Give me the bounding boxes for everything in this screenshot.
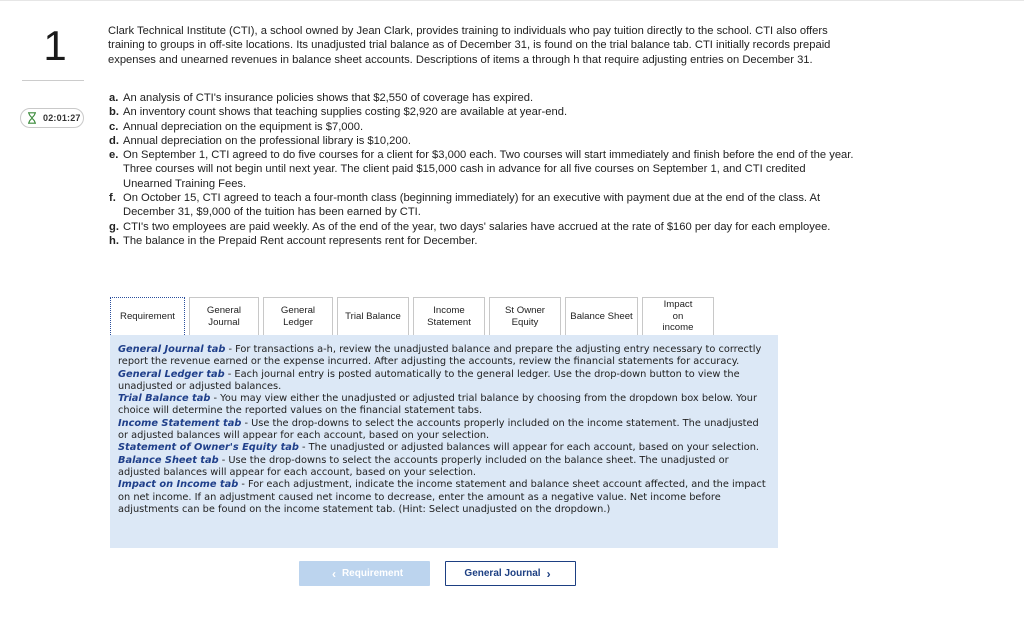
question-number-divider	[22, 80, 84, 81]
list-item	[109, 105, 854, 119]
instruction-heading: Balance Sheet tab	[118, 454, 219, 466]
instruction-heading: General Ledger tab	[118, 368, 225, 380]
instruction-paragraph	[118, 442, 770, 454]
item-letter: d.	[109, 134, 119, 147]
item-text: On September 1, CTI agreed to do five courses for a client for $3,000 each. Two courses will start immediately and finish before the end of the year. Three courses will not begin until next year. The client paid $15,000 cash in advance for all five courses on September 1, and CTI credited Unearned Training Fees.	[123, 149, 854, 190]
item-letter: h.	[109, 234, 119, 247]
question-number: 1	[43, 22, 67, 69]
next-button-label: General Journal	[464, 568, 541, 579]
instruction-text: - Each journal entry is posted automatically to the general ledger. Use the drop-down button to view the unadjusted or adjusted balances.	[118, 368, 740, 392]
item-letter: a.	[109, 92, 119, 104]
item-letter: e.	[109, 149, 119, 162]
instruction-paragraph	[118, 455, 770, 480]
list-item	[109, 134, 854, 148]
requirement-panel	[110, 335, 778, 548]
previous-button[interactable]	[299, 561, 430, 586]
timer-value: 02:01:27	[43, 113, 81, 123]
instruction-heading: Statement of Owner's Equity tab	[118, 442, 299, 454]
list-item	[109, 234, 854, 248]
next-button[interactable]	[445, 561, 576, 586]
item-text: On October 15, CTI agreed to teach a four-month class (beginning immediately) for an executive with payment due at the end of the class. At December 31, $9,000 of the tuition has been earned by CTI.	[123, 192, 821, 219]
instruction-text: - Use the drop-downs to select the accounts properly included on the balance sheet. The unadjusted or adjusted balances will appear for each account, based on your selection.	[118, 454, 729, 478]
chevron-left-icon: ‹	[331, 566, 336, 581]
item-text: An inventory count shows that teaching supplies costing $2,920 are available at year-end.	[123, 106, 568, 119]
instruction-text: - For transactions a-h, review the unadjusted balance and prepare the adjusting entry necessary to correctly report the revenue earned or the expense incurred. After adjusting the accounts, review the financial statements for accuracy.	[118, 344, 762, 368]
chevron-right-icon: ›	[546, 566, 551, 581]
instruction-paragraph	[118, 418, 770, 443]
tab-impact-on-income[interactable]: Impact on income	[642, 297, 714, 335]
top-divider	[0, 0, 1024, 1]
tab-income-statement[interactable]: Income Statement	[413, 297, 485, 335]
tab-owner-equity[interactable]: St Owner Equity	[489, 297, 561, 335]
instruction-heading: Impact on Income tab	[118, 479, 239, 491]
tab-requirement[interactable]: Requirement	[110, 297, 185, 335]
adjustment-items-list	[109, 91, 854, 248]
instruction-paragraph	[118, 393, 770, 418]
instruction-paragraph	[118, 369, 770, 394]
list-item	[109, 91, 854, 105]
tab-general-ledger[interactable]: General Ledger	[263, 297, 333, 335]
item-text: The balance in the Prepaid Rent account represents rent for December.	[123, 234, 478, 247]
previous-button-label: Requirement	[341, 568, 404, 579]
list-item	[109, 148, 854, 191]
problem-intro: Clark Technical Institute (CTI), a school owned by Jean Clark, provides training to individuals who pay tuition directly to the school. CTI also offers training to groups in off-site locations. Its unadjusted trial balance as of December 31, is found on the trial balance tab. CTI initially records prepaid expenses and unearned revenues in balance sheet accounts. Descriptions of items a through h that require adjusting entries on December 31.	[108, 25, 831, 66]
hourglass-icon	[27, 112, 37, 124]
instruction-heading: Trial Balance tab	[118, 393, 211, 405]
instruction-text: - The unadjusted or adjusted balances will appear for each account, based on your selection.	[298, 442, 760, 454]
tab-balance-sheet[interactable]: Balance Sheet	[565, 297, 638, 335]
list-item	[109, 120, 854, 134]
tab-bar	[110, 297, 718, 335]
timer-badge	[20, 108, 84, 128]
tab-trial-balance[interactable]: Trial Balance	[337, 297, 409, 335]
item-letter: f.	[109, 192, 116, 205]
instruction-text: - You may view either the unadjusted or adjusted trial balance by choosing from the dropdown box below. Your choice will determine the reported values on the financial statement tabs.	[118, 393, 758, 417]
item-letter: c.	[109, 120, 119, 133]
tab-general-journal[interactable]: General Journal	[189, 297, 259, 335]
item-text: CTI's two employees are paid weekly. As of the end of the year, two days' salaries have accrued at the rate of $160 per day for each employee.	[123, 220, 831, 233]
instruction-paragraph	[118, 344, 770, 369]
instruction-text: - For each adjustment, indicate the income statement and balance sheet account affected, and the impact on net income. If an adjustment caused net income to decrease, enter the amount as a negative value. Net income before adjustments can be found on the income statement tab. (Hint: Select unadjusted on the dropdown.)	[118, 479, 766, 515]
item-text: Annual depreciation on the equipment is $7,000.	[123, 120, 364, 133]
instruction-text: - Use the drop-downs to select the accounts properly included on the income statement. The unadjusted or adjusted balances will appear for each account, based on your selection.	[118, 417, 759, 442]
item-text: Annual depreciation on the professional library is $10,200.	[123, 134, 411, 147]
item-letter: b.	[109, 106, 119, 119]
list-item	[109, 220, 854, 234]
instruction-heading: Income Statement tab	[118, 417, 242, 429]
item-text: An analysis of CTI's insurance policies shows that $2,550 of coverage has expired.	[123, 92, 534, 104]
instruction-heading: General Journal tab	[118, 344, 226, 355]
list-item	[109, 191, 854, 220]
item-letter: g.	[109, 220, 119, 233]
instruction-paragraph	[118, 479, 770, 516]
